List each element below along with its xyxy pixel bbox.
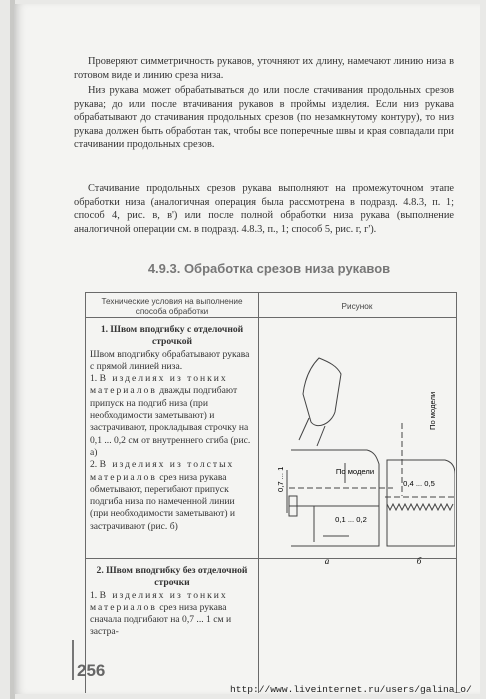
- figure-a-outline: [291, 450, 379, 546]
- process-table: [85, 292, 457, 693]
- column-header-figure: Рисунок: [341, 302, 373, 311]
- figure-b-outline: [387, 460, 455, 546]
- source-url: http://www.liveinternet.ru/users/galina_o/: [230, 684, 472, 695]
- row-1-item-2: 2. В изделиях из толстых материалов срез низа рукава обметывают, перегибают припуск подгиба низа по намеченной линии (при необходимости заметывают) и застрачивают (рис. б): [90, 459, 236, 532]
- hem-stitch-figure: [259, 318, 455, 578]
- row-2-item-1: 1. В изделиях из тонких материалов срез низа рукава сначала подгибают на 0,7 ... 1 см и застра-: [90, 589, 232, 638]
- row-1-description: [90, 324, 254, 533]
- row-2-title: 2. Швом вподгибку без отделочной строчки: [96, 565, 248, 589]
- figure-b-label-dim: 0,4 ... 0,5: [403, 479, 435, 488]
- row-1-intro: Швом вподгибку обрабатывают рукава с прямой линией низа.: [90, 348, 250, 372]
- figure-b-overcast-stitch: [387, 504, 453, 510]
- figure-a-label-dim: 0,1 ... 0,2: [335, 515, 367, 524]
- figure-b-label-model: По модели: [428, 391, 437, 430]
- page-number-bar: [72, 640, 74, 680]
- figure-b-caption: б: [416, 556, 422, 566]
- paragraph-2: Низ рукава может обрабатываться до или после стачивания продольных срезов рукава; до или после втачивания рукавов в проймы изделия. Если низ рукава обрабатывают до стачивания продольных срезов (по незамкнутому контуру), то низ рукава должен быть обработан так, чтобы все поперечные швы и края совпадали при стачивании продольных срезов.: [74, 85, 454, 151]
- column-header-conditions: Технические условия на выполнение способа обработки: [101, 297, 243, 316]
- row-2-description: [90, 565, 254, 639]
- sleeve-sketch: [303, 358, 341, 426]
- paragraph-1: Проверяют симметричность рукавов, уточняют их длину, намечают линию низа в готовом виде и линию среза низа.: [74, 56, 454, 81]
- figure-a-label-vertical: 0,7 ... 1: [276, 466, 285, 492]
- section-heading: 4.9.3. Обработка срезов низа рукавов: [147, 261, 391, 276]
- paragraph-3: Стачивание продольных срезов рукава выполняют на промежуточном этапе обработки низа (аналогичная операция была рассмотрена в подразд. 4.8.3, п. 1; способ 4, рис. в, в') или после полной обработки низа рукава (выполнение аналогичной операции см. в подразд. 4.8.3, п., 1; способ 5, рис. г, г').: [74, 183, 454, 235]
- figure-a-label-model: По модели: [335, 467, 375, 476]
- sleeve-line: [317, 426, 325, 446]
- sleeve-line: [299, 418, 309, 440]
- figure-a-caption: а: [324, 556, 330, 566]
- page-number: 256: [77, 661, 106, 680]
- row-1-item-1: 1. В изделиях из тонких материалов дважды подгибают припуск на подгиб низа (при необходимости заметывают) и застрачивают, прокладывая строчку на 0,1 ... 0,2 см от внутреннего сгиба (рис. а): [90, 373, 251, 458]
- row-1-title: 1. Швом вподгибку с отделочной строчкой: [100, 324, 244, 348]
